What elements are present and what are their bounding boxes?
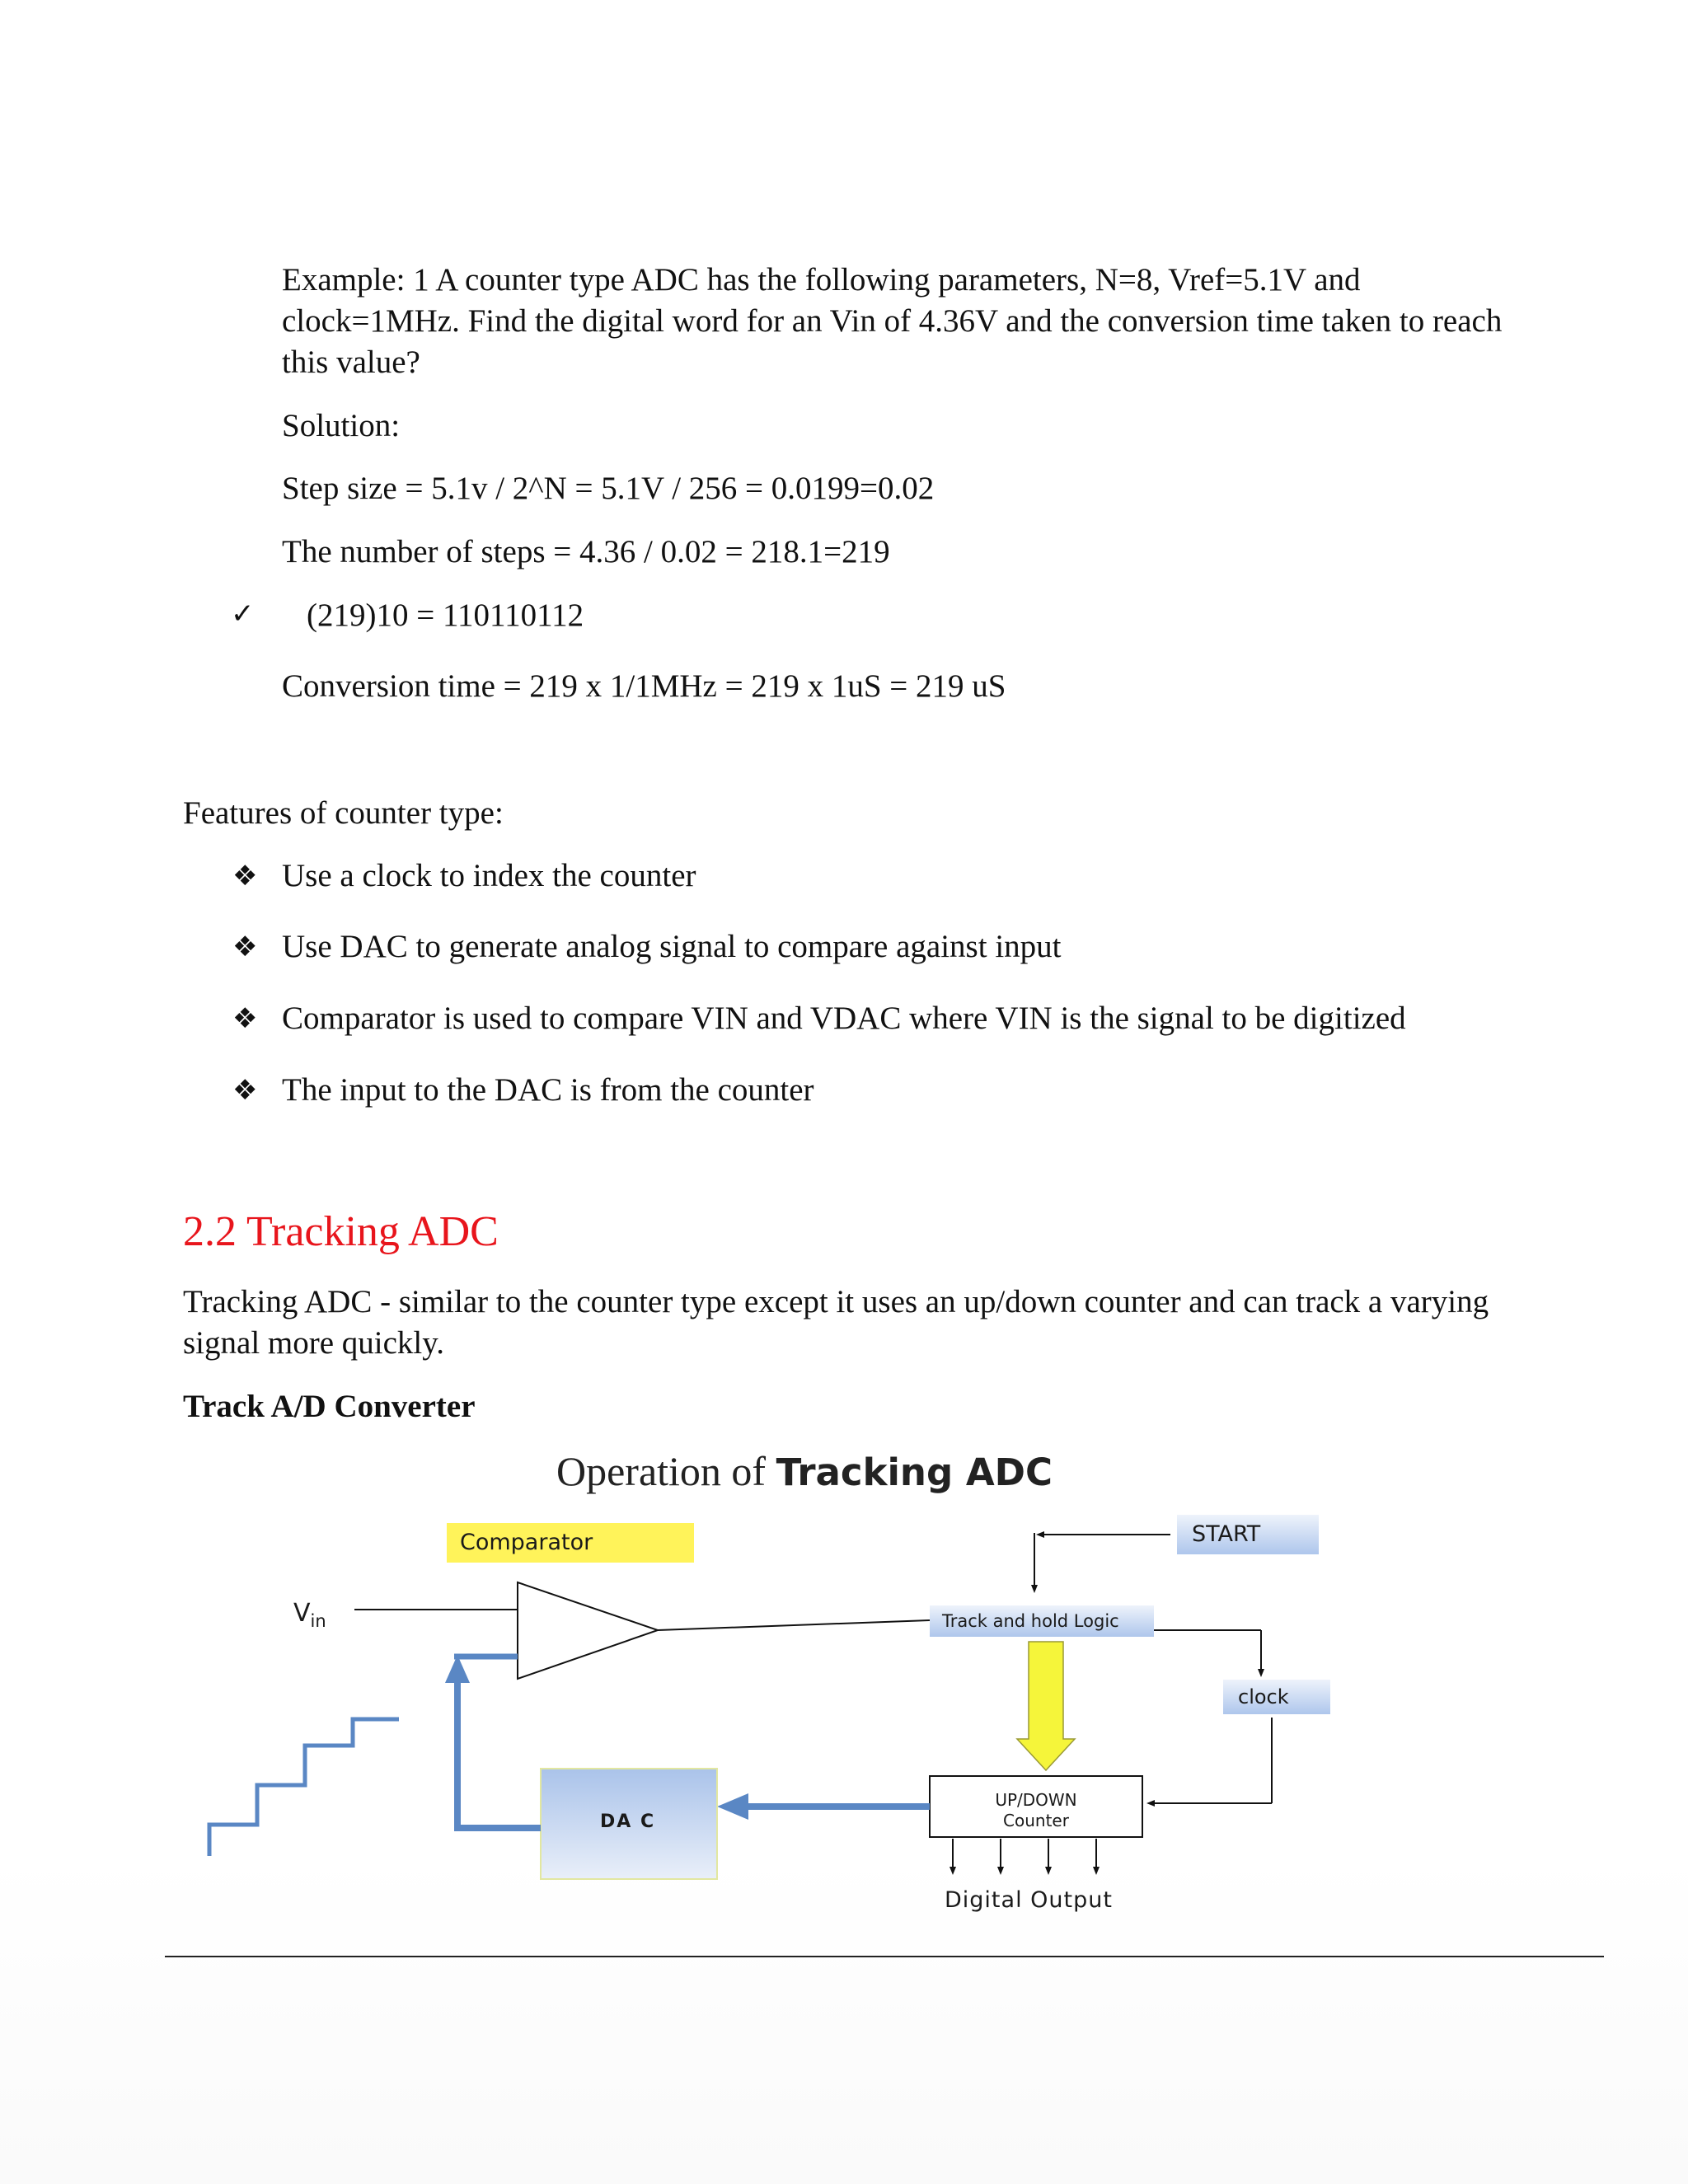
clock-label: clock xyxy=(1238,1685,1289,1708)
number-of-steps-line: The number of steps = 4.36 / 0.02 = 218.1=219 xyxy=(282,534,890,569)
diagram-title-regular: Operation of xyxy=(556,1448,776,1494)
bullet-diamond-icon: ❖ xyxy=(232,1002,258,1035)
digital-output-label: Digital Output xyxy=(945,1887,1113,1913)
track-hold-label: Track and hold Logic xyxy=(942,1611,1119,1631)
feature-item-1: Use a clock to index the counter xyxy=(282,858,696,893)
comparator-label: Comparator xyxy=(460,1530,593,1555)
feature-item-4: The input to the DAC is from the counter xyxy=(282,1072,814,1108)
checkmark-icon: ✓ xyxy=(231,598,255,630)
counter-label-line-2: Counter xyxy=(1003,1811,1069,1830)
vin-label-main: V xyxy=(293,1599,311,1628)
step-size-line: Step size = 5.1v / 2^N = 5.1V / 256 = 0.0199=0.02 xyxy=(282,471,935,506)
solution-label: Solution: xyxy=(282,408,401,443)
counter-label-line-1: UP/DOWN xyxy=(995,1790,1077,1810)
vin-label-sub: in xyxy=(310,1611,326,1631)
example-line-1: Example: 1 A counter type ADC has the following parameters, N=8, Vref=5.1V and xyxy=(282,262,1361,298)
features-heading: Features of counter type: xyxy=(183,795,504,831)
bullet-diamond-icon: ❖ xyxy=(232,930,258,963)
example-line-3: this value? xyxy=(282,344,420,380)
bullet-diamond-icon: ❖ xyxy=(232,860,258,893)
footer-rule xyxy=(165,1956,1604,1957)
feature-item-3: Comparator is used to compare VIN and VDAC where VIN is the signal to be digitized xyxy=(282,1001,1406,1036)
section-body: Tracking ADC - similar to the counter type except it uses an up/down counter and can track a varying signal more quickly. xyxy=(183,1284,1489,1361)
section-heading: 2.2 Tracking ADC xyxy=(183,1208,499,1255)
conversion-time-line: Conversion time = 219 x 1/1MHz = 219 x 1uS = 219 uS xyxy=(282,668,1006,704)
bullet-diamond-icon: ❖ xyxy=(232,1074,258,1107)
start-label: START xyxy=(1192,1521,1261,1547)
section-subheading: Track A/D Converter xyxy=(183,1389,476,1424)
counter-label xyxy=(930,1790,1142,1831)
counter-to-dac-arrowhead xyxy=(717,1793,748,1820)
binary-result-line: (219)10 = 110110112 xyxy=(307,598,584,633)
diagram-title-bold: Tracking ADC xyxy=(776,1451,1053,1494)
feature-item-2: Use DAC to generate analog signal to compare against input xyxy=(282,929,1062,964)
dac-label: DA C xyxy=(600,1811,656,1832)
staircase-waveform xyxy=(209,1719,399,1856)
comparator-triangle xyxy=(518,1582,658,1679)
comparator-output-line xyxy=(658,1620,930,1630)
yellow-down-arrow xyxy=(1017,1642,1075,1770)
example-line-2: clock=1MHz. Find the digital word for an Vin of 4.36V and the conversion time taken to reach xyxy=(282,303,1503,339)
vin-label xyxy=(293,1599,326,1636)
